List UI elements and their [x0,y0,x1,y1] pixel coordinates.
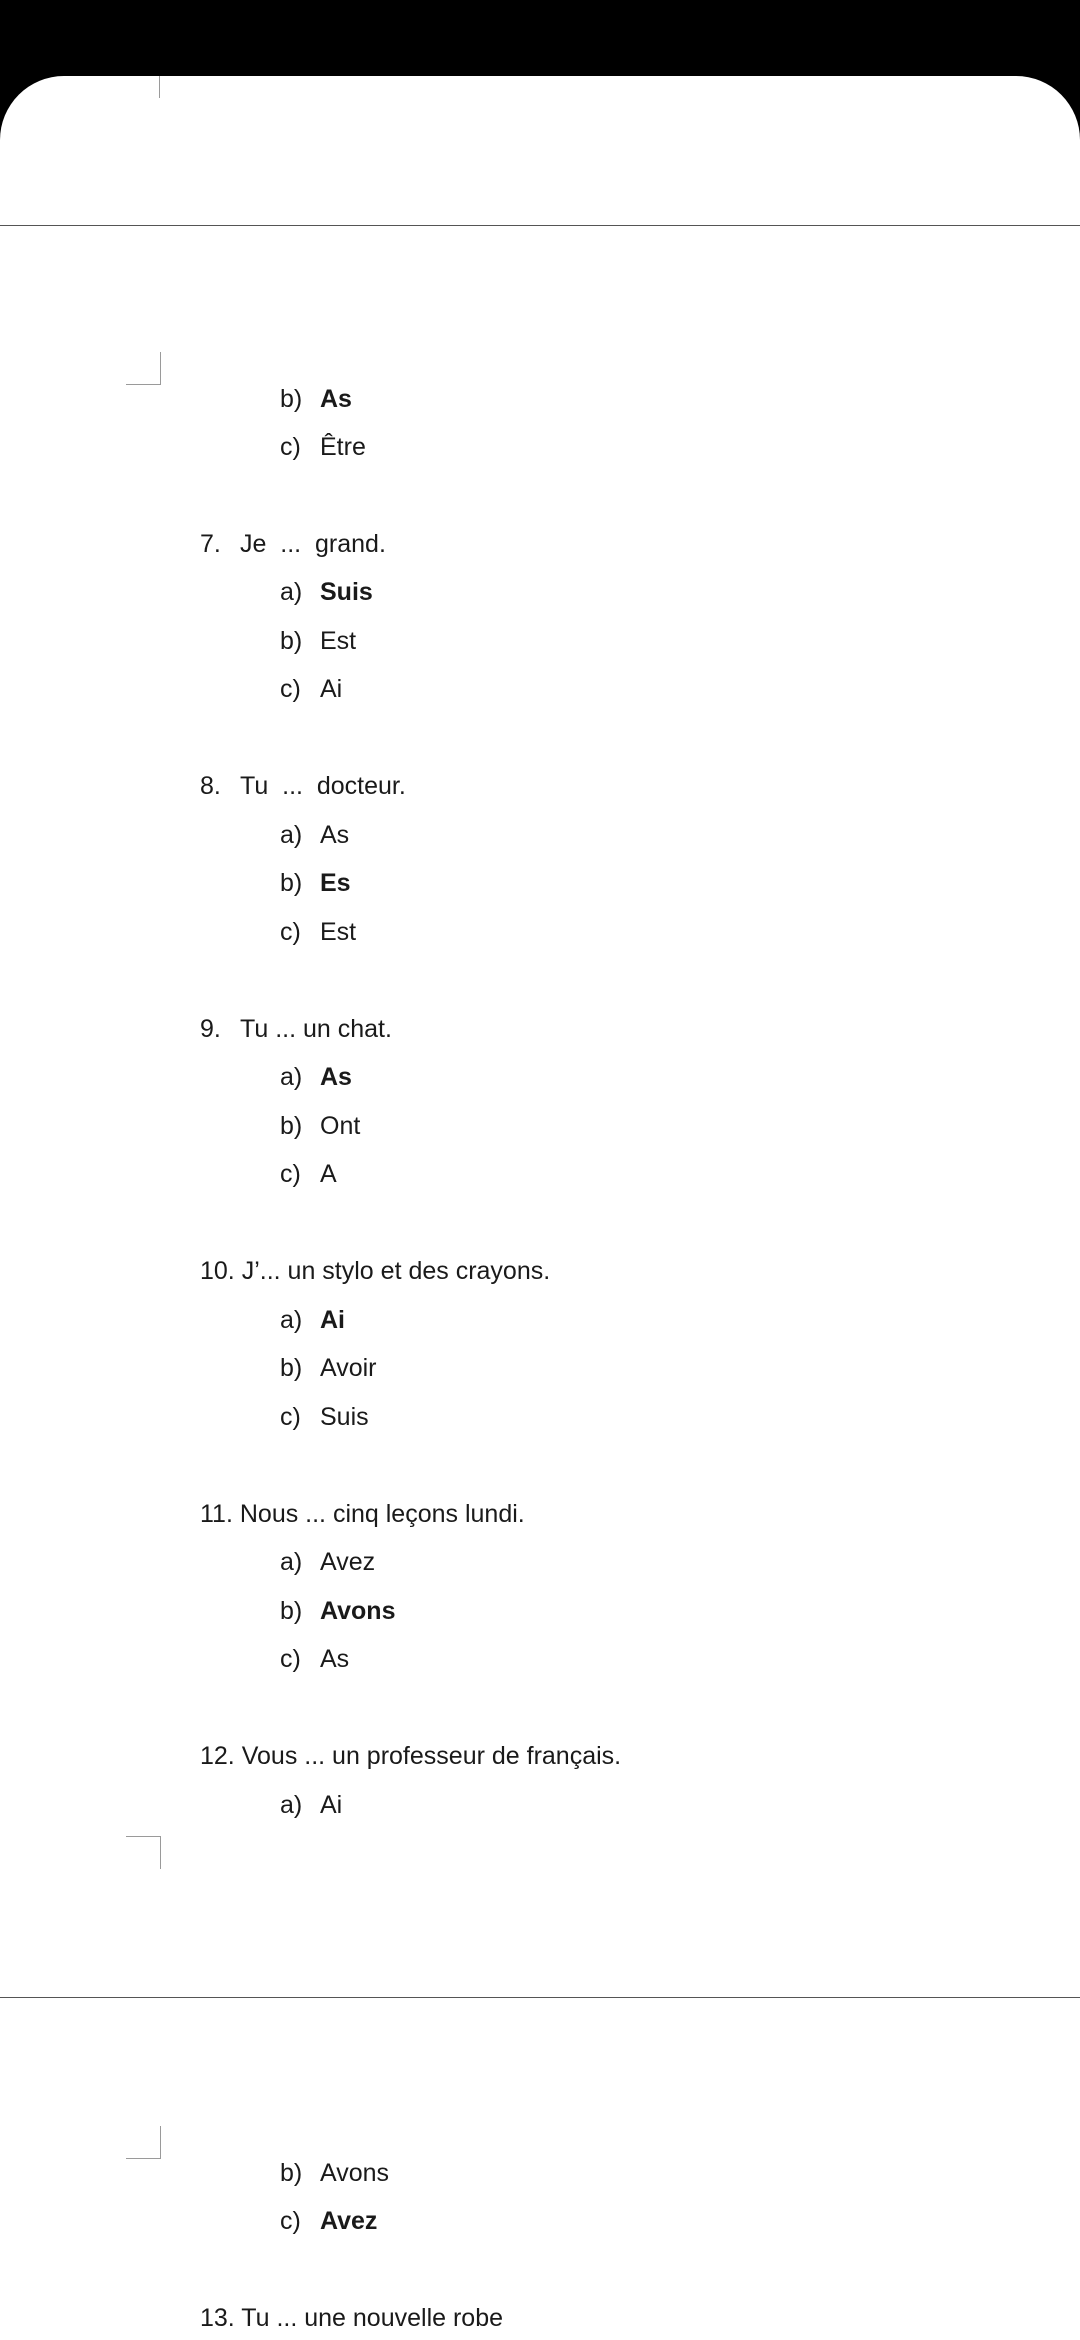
question-number: 11. [200,1500,233,1528]
option-text: Avez [320,2207,378,2235]
option-text: Suis [320,1403,369,1431]
page-divider-top [0,225,1080,226]
question-prompt: Tu ... docteur. [240,772,406,800]
option-10a [280,1305,345,1335]
option-text: Avons [320,1597,396,1625]
question-number: 8. [200,772,221,800]
option-letter: b) [280,627,303,655]
option-letter: c) [280,433,301,461]
question-number: 10. [200,1257,235,1285]
option-letter: b) [280,1597,303,1625]
option-11b [280,1596,395,1626]
option-text: Ai [320,1306,345,1334]
option-text: As [320,1063,352,1091]
option-letter: c) [280,1160,301,1188]
option-7c [280,674,342,704]
option-letter: b) [280,1112,303,1140]
option-letter: a) [280,1306,303,1334]
option-letter: c) [280,675,301,703]
document-page-area [0,76,1080,2340]
margin-corner-page2-top-left [126,2126,161,2159]
option-9c [280,1159,337,1189]
question-prompt: Vous ... un professeur de français. [241,1742,622,1770]
option-text: Être [320,433,366,461]
question-11 [200,1499,525,1529]
option-8b [280,868,351,898]
option-letter: a) [280,578,303,606]
option-letter: c) [280,1403,301,1431]
option-11a [280,1547,375,1577]
option-text: Ai [320,1791,343,1819]
question-8 [200,771,406,801]
question-7 [200,529,386,559]
option-letter: c) [280,1645,301,1673]
margin-corner-bottom-left [126,1836,161,1869]
option-text: As [320,821,350,849]
option-10b [280,1353,377,1383]
option-6b [280,384,352,414]
option-text: Es [320,869,351,897]
option-text: As [320,385,352,413]
question-number: 7. [200,530,221,558]
question-9 [200,1014,392,1044]
option-letter: b) [280,1354,303,1382]
option-8c [280,917,356,947]
question-number: 9. [200,1015,221,1043]
option-letter: a) [280,1791,303,1819]
option-7a [280,577,373,607]
option-text: Avons [320,2159,390,2187]
margin-corner-top-left [126,352,161,385]
question-prompt: Je ... grand. [240,530,386,558]
question-prompt: Nous ... cinq leçons lundi. [239,1500,525,1528]
question-10 [200,1256,550,1286]
option-6c [280,432,366,462]
question-number: 13. [200,2304,235,2332]
margin-guide-top [159,76,160,98]
option-12a [280,1790,342,1820]
option-text: A [320,1160,337,1188]
question-13 [200,2303,503,2333]
option-text: Ai [320,675,343,703]
option-text: Suis [320,578,373,606]
option-10c [280,1402,369,1432]
option-letter: a) [280,821,303,849]
option-9a [280,1062,352,1092]
option-letter: a) [280,1548,303,1576]
option-letter: a) [280,1063,303,1091]
question-number: 12. [200,1742,235,1770]
option-8a [280,820,349,850]
option-11c [280,1644,349,1674]
option-text: Est [320,918,357,946]
option-text: Avez [320,1548,376,1576]
question-prompt: Tu ... une nouvelle robe [241,2304,504,2332]
option-7b [280,626,356,656]
option-letter: b) [280,869,303,897]
option-12c [280,2206,377,2236]
option-text: Est [320,627,357,655]
option-letter: b) [280,385,303,413]
option-text: Avoir [320,1354,377,1382]
option-letter: b) [280,2159,303,2187]
option-12b [280,2158,389,2188]
page-divider-bottom [0,1997,1080,1998]
question-prompt: J’... un stylo et des crayons. [241,1257,551,1285]
question-prompt: Tu ... un chat. [240,1015,392,1043]
option-letter: c) [280,2207,301,2235]
question-12 [200,1741,621,1771]
option-9b [280,1111,360,1141]
option-letter: c) [280,918,301,946]
option-text: As [320,1645,350,1673]
option-text: Ont [320,1112,361,1140]
